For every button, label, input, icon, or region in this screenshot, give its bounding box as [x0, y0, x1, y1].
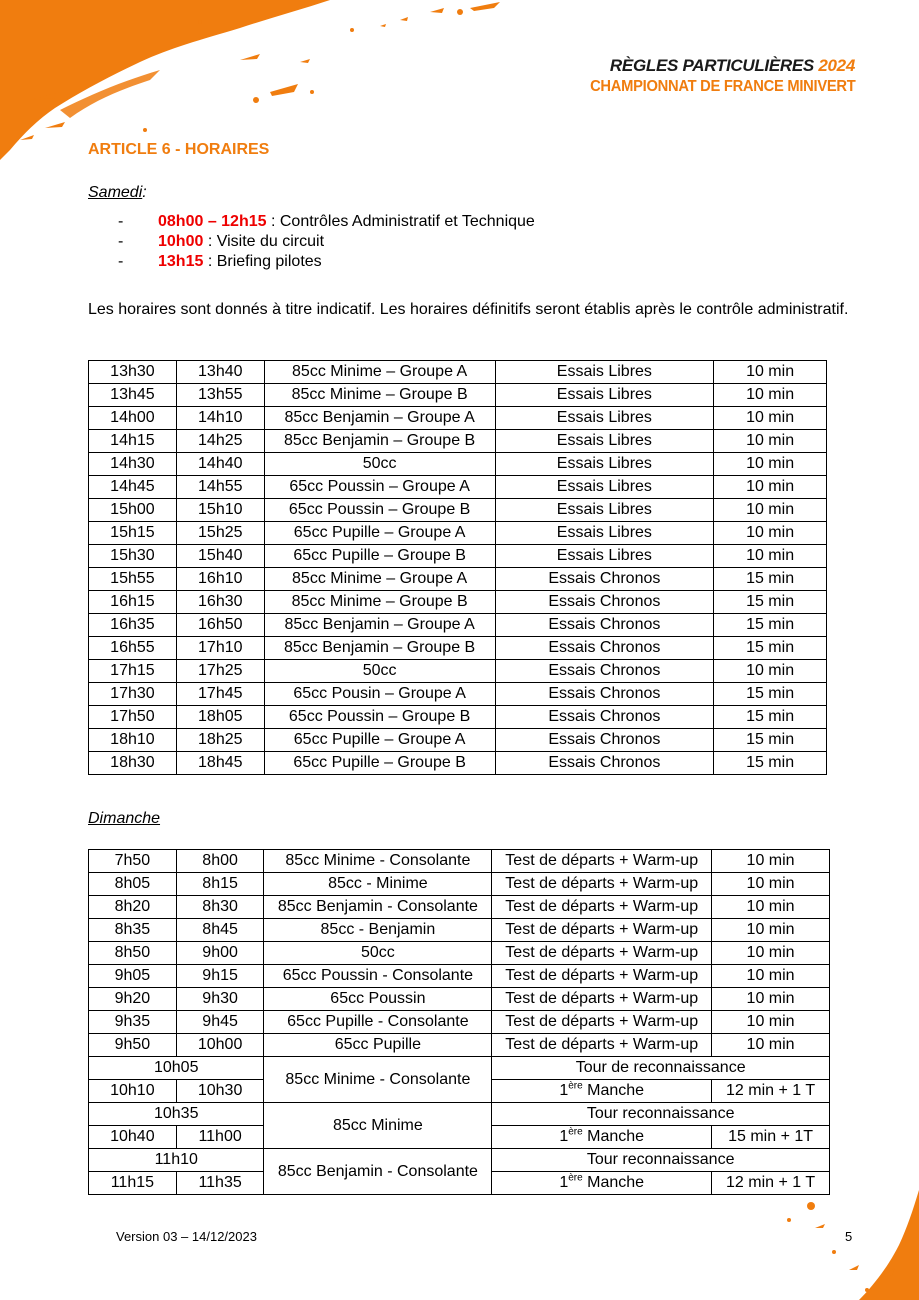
category-cell: 65cc Pupille – Groupe B [264, 752, 495, 775]
category-cell: 85cc Minime - Consolante [264, 850, 492, 873]
table-row [89, 499, 827, 522]
table-row [89, 942, 830, 965]
schedule-time: 13h15 [158, 253, 204, 270]
duration-cell: 10 min [714, 499, 827, 522]
duration-cell: 10 min [712, 896, 830, 919]
saturday-schedule-list [118, 212, 535, 272]
start-time-cell: 16h55 [89, 637, 177, 660]
session-cell: Test de départs + Warm-up [492, 965, 712, 988]
end-time-cell: 13h55 [176, 384, 264, 407]
category-cell: 85cc Minime [264, 1103, 492, 1149]
category-cell: 50cc [264, 660, 495, 683]
session-cell: Essais Chronos [495, 637, 714, 660]
duration-cell: 15 min [714, 568, 827, 591]
duration-cell: 15 min [714, 729, 827, 752]
header-title: RÈGLES PARTICULIÈRES 2024 [609, 56, 855, 75]
session-cell: Essais Libres [495, 361, 714, 384]
session-cell: Essais Chronos [495, 568, 714, 591]
session-cell: Test de départs + Warm-up [492, 919, 712, 942]
duration-cell: 10 min [714, 660, 827, 683]
session-cell: Essais Libres [495, 522, 714, 545]
category-cell: 85cc Minime - Consolante [264, 1057, 492, 1103]
end-time-cell: 17h25 [176, 660, 264, 683]
manche-number: 1 [559, 1128, 569, 1145]
saturday-timetable [88, 360, 827, 775]
manche-cell [492, 1172, 712, 1195]
table-row [89, 430, 827, 453]
session-cell: Essais Libres [495, 384, 714, 407]
duration-cell: 10 min [712, 873, 830, 896]
table-row [89, 683, 827, 706]
duration-cell: 10 min [712, 1011, 830, 1034]
session-cell: Essais Chronos [495, 683, 714, 706]
start-time-cell: 14h15 [89, 430, 177, 453]
duration-cell: 15 min [714, 637, 827, 660]
start-time-cell: 7h50 [89, 850, 177, 873]
start-time-cell: 15h30 [89, 545, 177, 568]
category-cell: 65cc Pupille – Groupe A [264, 729, 495, 752]
category-cell: 85cc - Benjamin [264, 919, 492, 942]
start-time-cell: 8h35 [89, 919, 177, 942]
end-time-cell: 18h25 [176, 729, 264, 752]
duration-cell: 12 min + 1 T [712, 1080, 830, 1103]
table-row [89, 660, 827, 683]
start-time-cell: 10h40 [89, 1126, 177, 1149]
recon-time-cell: 10h05 [89, 1057, 264, 1080]
category-cell: 65cc Poussin – Groupe B [264, 499, 495, 522]
table-row [89, 1034, 830, 1057]
schedule-note: Les horaires sont donnés à titre indicatif. Les horaires définitifs seront établis après le contrôle administratif. [88, 301, 849, 318]
category-cell: 85cc Benjamin - Consolante [264, 1149, 492, 1195]
duration-cell: 10 min [712, 919, 830, 942]
duration-cell: 10 min [714, 476, 827, 499]
document-header [567, 56, 855, 98]
start-time-cell: 11h15 [89, 1172, 177, 1195]
recon-time-cell: 10h35 [89, 1103, 264, 1126]
session-cell: Essais Libres [495, 407, 714, 430]
start-time-cell: 18h30 [89, 752, 177, 775]
brush-splash-top-decoration [0, 0, 540, 170]
end-time-cell: 8h45 [176, 919, 264, 942]
start-time-cell: 14h00 [89, 407, 177, 430]
manche-ordinal: ère [568, 1172, 583, 1184]
end-time-cell: 8h00 [176, 850, 264, 873]
duration-cell: 15 min [714, 752, 827, 775]
end-time-cell: 11h00 [176, 1126, 264, 1149]
end-time-cell: 14h25 [176, 430, 264, 453]
session-cell: Essais Chronos [495, 660, 714, 683]
table-row [89, 729, 827, 752]
start-time-cell: 17h50 [89, 706, 177, 729]
table-row [89, 919, 830, 942]
end-time-cell: 9h45 [176, 1011, 264, 1034]
sunday-timetable [88, 849, 830, 1195]
category-cell: 85cc Benjamin – Groupe B [264, 637, 495, 660]
duration-cell: 10 min [712, 850, 830, 873]
start-time-cell: 14h45 [89, 476, 177, 499]
category-cell: 65cc Poussin – Groupe B [264, 706, 495, 729]
manche-cell [492, 1126, 712, 1149]
end-time-cell: 9h00 [176, 942, 264, 965]
manche-cell [492, 1080, 712, 1103]
category-cell: 85cc - Minime [264, 873, 492, 896]
page-number: 5 [845, 1229, 853, 1244]
table-row [89, 1011, 830, 1034]
session-cell: Essais Libres [495, 499, 714, 522]
table-row [89, 384, 827, 407]
manche-number: 1 [559, 1174, 569, 1191]
schedule-item: - 08h00 – 12h15 : Contrôles Administratif et Technique [118, 213, 535, 230]
end-time-cell: 13h40 [176, 361, 264, 384]
duration-cell: 15 min [714, 614, 827, 637]
session-cell: Test de départs + Warm-up [492, 1011, 712, 1034]
manche-ordinal: ère [568, 1080, 583, 1092]
table-row [89, 591, 827, 614]
duration-cell: 10 min [712, 965, 830, 988]
table-row [89, 1103, 830, 1126]
category-cell: 85cc Benjamin - Consolante [264, 896, 492, 919]
table-row [89, 988, 830, 1011]
header-year: 2024 [818, 56, 855, 75]
table-row [89, 407, 827, 430]
duration-cell: 10 min [714, 522, 827, 545]
start-time-cell: 13h45 [89, 384, 177, 407]
duration-cell: 10 min [714, 545, 827, 568]
category-cell: 85cc Benjamin – Groupe B [264, 430, 495, 453]
end-time-cell: 15h10 [176, 499, 264, 522]
start-time-cell: 16h35 [89, 614, 177, 637]
brush-splash-bottom-decoration [749, 1190, 919, 1300]
table-row [89, 873, 830, 896]
end-time-cell: 9h15 [176, 965, 264, 988]
session-cell: Test de départs + Warm-up [492, 873, 712, 896]
start-time-cell: 8h20 [89, 896, 177, 919]
category-cell: 65cc Poussin [264, 988, 492, 1011]
end-time-cell: 18h45 [176, 752, 264, 775]
category-cell: 65cc Pupille – Groupe A [264, 522, 495, 545]
sunday-heading: Dimanche [88, 810, 161, 827]
session-cell: Test de départs + Warm-up [492, 896, 712, 919]
start-time-cell: 15h00 [89, 499, 177, 522]
table-row [89, 637, 827, 660]
table-row [89, 476, 827, 499]
table-row [89, 1149, 830, 1172]
recon-time-cell: 11h10 [89, 1149, 264, 1172]
table-row [89, 965, 830, 988]
end-time-cell: 8h30 [176, 896, 264, 919]
start-time-cell: 17h30 [89, 683, 177, 706]
end-time-cell: 16h50 [176, 614, 264, 637]
schedule-item: - 13h15 : Briefing pilotes [118, 253, 322, 270]
category-cell: 50cc [264, 453, 495, 476]
session-cell: Essais Libres [495, 453, 714, 476]
start-time-cell: 9h05 [89, 965, 177, 988]
start-time-cell: 9h35 [89, 1011, 177, 1034]
duration-cell: 10 min [712, 1034, 830, 1057]
table-row [89, 361, 827, 384]
schedule-time: 10h00 [158, 233, 204, 250]
end-time-cell: 14h55 [176, 476, 264, 499]
saturday-heading: Samedi: [88, 184, 147, 201]
start-time-cell: 18h10 [89, 729, 177, 752]
category-cell: 65cc Pupille - Consolante [264, 1011, 492, 1034]
duration-cell: 15 min [714, 706, 827, 729]
end-time-cell: 11h35 [176, 1172, 264, 1195]
table-row [89, 453, 827, 476]
session-cell: Essais Chronos [495, 752, 714, 775]
start-time-cell: 13h30 [89, 361, 177, 384]
table-row [89, 752, 827, 775]
manche-word: Manche [582, 1128, 645, 1145]
table-row [89, 568, 827, 591]
end-time-cell: 16h30 [176, 591, 264, 614]
duration-cell: 10 min [712, 942, 830, 965]
table-row [89, 614, 827, 637]
category-cell: 50cc [264, 942, 492, 965]
duration-cell: 15 min [714, 591, 827, 614]
article-title: ARTICLE 6 - HORAIRES [88, 141, 270, 158]
duration-cell: 12 min + 1 T [712, 1172, 830, 1195]
session-cell: Essais Chronos [495, 706, 714, 729]
start-time-cell: 17h15 [89, 660, 177, 683]
end-time-cell: 17h10 [176, 637, 264, 660]
category-cell: 85cc Minime – Groupe A [264, 361, 495, 384]
category-cell: 85cc Minime – Groupe B [264, 591, 495, 614]
duration-cell: 10 min [714, 384, 827, 407]
session-cell: Essais Libres [495, 430, 714, 453]
end-time-cell: 16h10 [176, 568, 264, 591]
table-row [89, 850, 830, 873]
session-cell: Essais Chronos [495, 614, 714, 637]
session-cell: Test de départs + Warm-up [492, 1034, 712, 1057]
start-time-cell: 14h30 [89, 453, 177, 476]
start-time-cell: 15h15 [89, 522, 177, 545]
end-time-cell: 18h05 [176, 706, 264, 729]
session-cell: Test de départs + Warm-up [492, 850, 712, 873]
manche-word: Manche [582, 1082, 645, 1099]
end-time-cell: 14h10 [176, 407, 264, 430]
table-row [89, 706, 827, 729]
end-time-cell: 8h15 [176, 873, 264, 896]
recon-label-cell: Tour de reconnaissance [492, 1057, 830, 1080]
end-time-cell: 15h40 [176, 545, 264, 568]
session-cell: Test de départs + Warm-up [492, 942, 712, 965]
category-cell: 85cc Benjamin – Groupe A [264, 407, 495, 430]
category-cell: 85cc Benjamin – Groupe A [264, 614, 495, 637]
recon-label-cell: Tour reconnaissance [492, 1103, 830, 1126]
recon-label-cell: Tour reconnaissance [492, 1149, 830, 1172]
duration-cell: 10 min [714, 407, 827, 430]
table-row [89, 545, 827, 568]
category-cell: 65cc Poussin - Consolante [264, 965, 492, 988]
start-time-cell: 16h15 [89, 591, 177, 614]
start-time-cell: 8h50 [89, 942, 177, 965]
category-cell: 65cc Pupille – Groupe B [264, 545, 495, 568]
duration-cell: 10 min [712, 988, 830, 1011]
schedule-item: - 10h00 : Visite du circuit [118, 233, 325, 250]
session-cell: Essais Libres [495, 476, 714, 499]
category-cell: 85cc Minime – Groupe A [264, 568, 495, 591]
duration-cell: 10 min [714, 453, 827, 476]
table-row [89, 1057, 830, 1080]
category-cell: 85cc Minime – Groupe B [264, 384, 495, 407]
start-time-cell: 10h10 [89, 1080, 177, 1103]
start-time-cell: 9h20 [89, 988, 177, 1011]
header-subtitle: CHAMPIONNAT DE FRANCE MINIVERT [589, 78, 855, 95]
end-time-cell: 15h25 [176, 522, 264, 545]
category-cell: 65cc Poussin – Groupe A [264, 476, 495, 499]
end-time-cell: 14h40 [176, 453, 264, 476]
table-row [89, 522, 827, 545]
duration-cell: 10 min [714, 361, 827, 384]
manche-word: Manche [582, 1174, 645, 1191]
category-cell: 65cc Pupille [264, 1034, 492, 1057]
schedule-time: 08h00 – 12h15 [158, 213, 267, 230]
session-cell: Essais Chronos [495, 729, 714, 752]
duration-cell: 15 min [714, 683, 827, 706]
session-cell: Test de départs + Warm-up [492, 988, 712, 1011]
manche-number: 1 [559, 1082, 569, 1099]
session-cell: Essais Chronos [495, 591, 714, 614]
start-time-cell: 8h05 [89, 873, 177, 896]
duration-cell: 10 min [714, 430, 827, 453]
end-time-cell: 10h30 [176, 1080, 264, 1103]
table-row [89, 896, 830, 919]
category-cell: 65cc Pousin – Groupe A [264, 683, 495, 706]
duration-cell: 15 min + 1T [712, 1126, 830, 1149]
session-cell: Essais Libres [495, 545, 714, 568]
manche-ordinal: ère [568, 1126, 583, 1138]
version-footer: Version 03 – 14/12/2023 [116, 1229, 257, 1244]
start-time-cell: 9h50 [89, 1034, 177, 1057]
end-time-cell: 10h00 [176, 1034, 264, 1057]
end-time-cell: 17h45 [176, 683, 264, 706]
end-time-cell: 9h30 [176, 988, 264, 1011]
start-time-cell: 15h55 [89, 568, 177, 591]
